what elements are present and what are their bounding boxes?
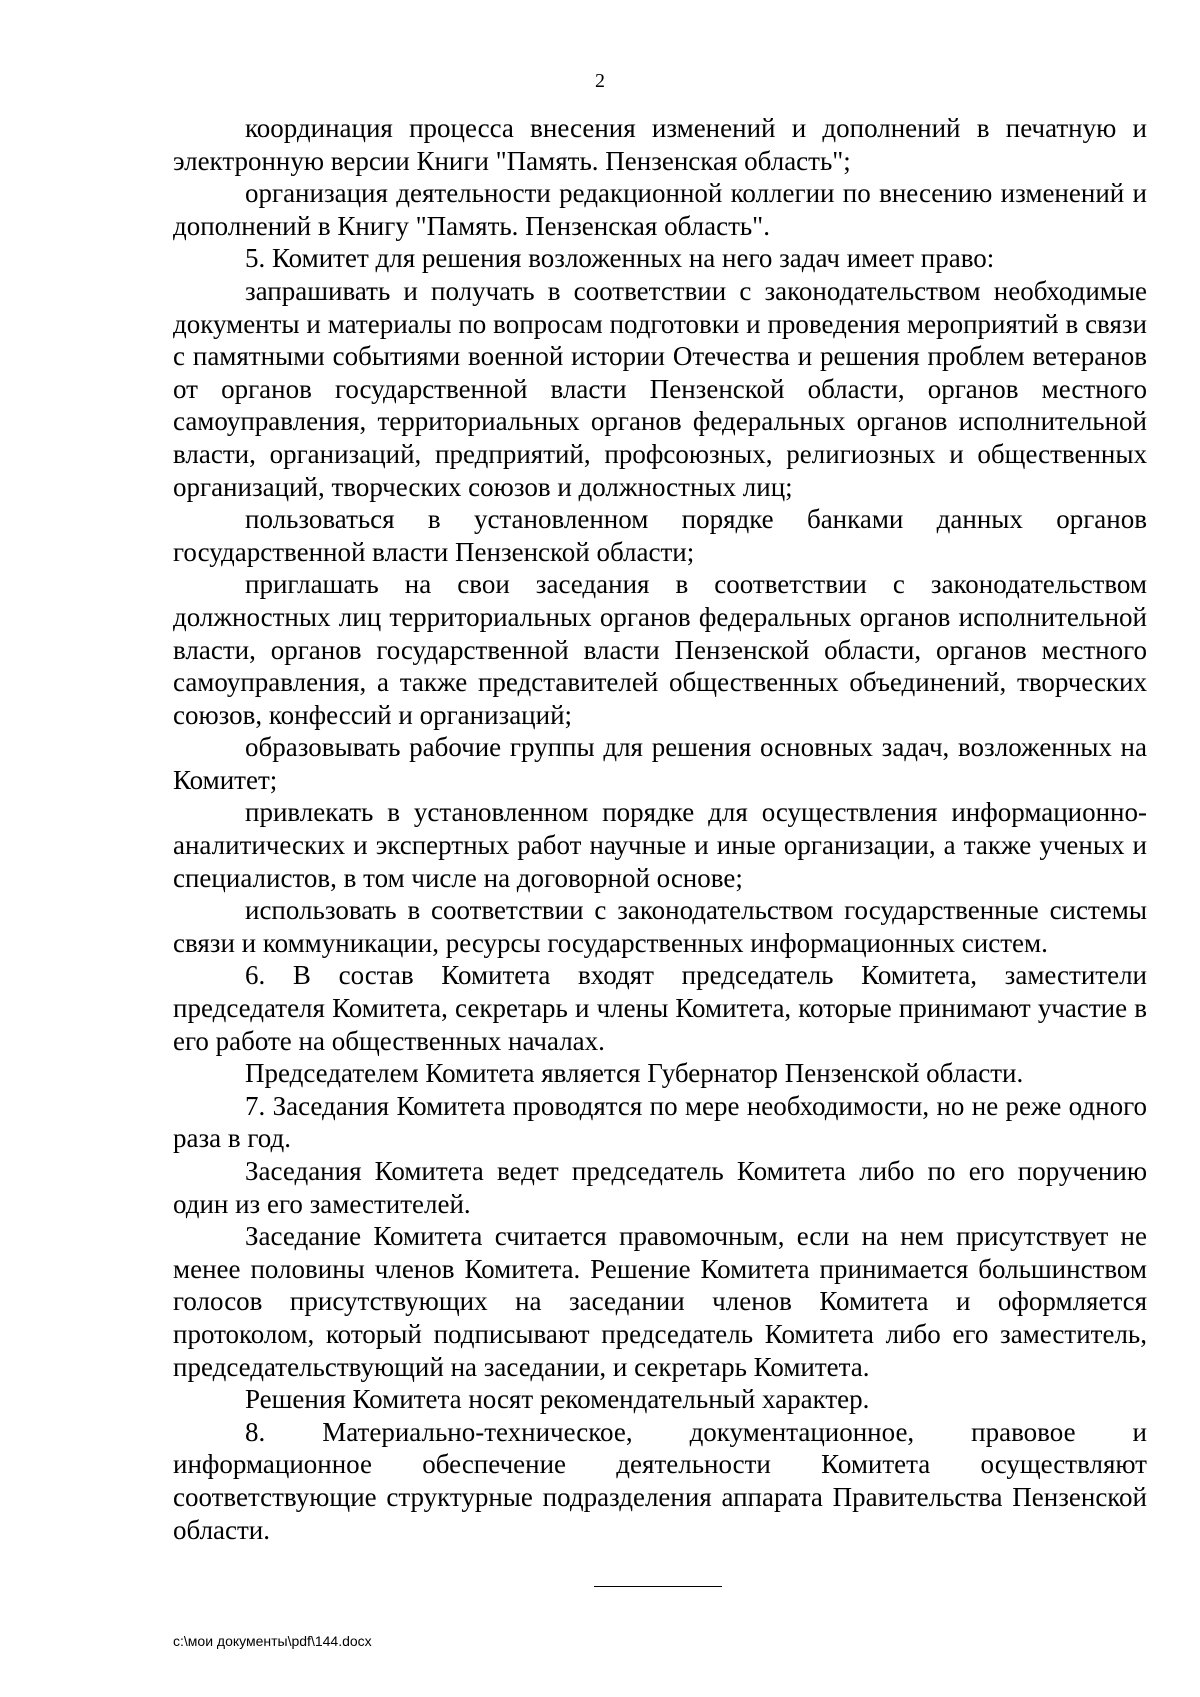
page-number: 2: [595, 70, 605, 92]
paragraph: привлекать в установленном порядке для осуществления информационно-аналитических и экспертных работ научные и иные организации, а также ученых и специалистов, в том числе на договорной основе;: [173, 797, 1147, 893]
end-of-document-line: [594, 1586, 722, 1587]
paragraph: 5. Комитет для решения возложенных на него задач имеет право:: [245, 243, 995, 274]
paragraph: запрашивать и получать в соответствии с законодательством необходимые документы и материалы по вопросам подготовки и проведения мероприятий в связи с памятными событиями военной истории Отечества и решения проблем ветеранов от органов государственной власти Пензенской области, органов местного самоуправления, территориальных органов федеральных органов исполнительной власти, организаций, предприятий, профсоюзных, религиозных и общественных организаций, творческих союзов и должностных лиц;: [173, 275, 1147, 502]
paragraph: 8. Материально-техническое, документационное, правовое и информационное обеспечение деятельности Комитета осуществляют соответствующие структурные подразделения аппарата Правительства Пензенской области.: [173, 1416, 1147, 1545]
paragraph: использовать в соответствии с законодательством государственные системы связи и коммуникации, ресурсы государственных информационных систем.: [173, 895, 1147, 958]
paragraph: Решения Комитета носят рекомендательный характер.: [245, 1384, 870, 1415]
paragraph: Председателем Комитета является Губернатор Пензенской области.: [245, 1058, 1024, 1089]
paragraph: 6. В состав Комитета входят председатель Комитета, заместители председателя Комитета, секретарь и члены Комитета, которые принимают участие в его работе на общественных началах.: [173, 960, 1147, 1056]
paragraph: пользоваться в установленном порядке банками данных органов государственной власти Пензенской области;: [173, 504, 1147, 567]
paragraph: образовывать рабочие группы для решения основных задач, возложенных на Комитет;: [173, 732, 1147, 795]
footer-file-path: c:\мои документы\pdf\144.docx: [173, 1633, 372, 1649]
paragraph: 7. Заседания Комитета проводятся по мере необходимости, но не реже одного раза в год.: [173, 1090, 1147, 1154]
paragraph: координация процесса внесения изменений и дополнений в печатную и электронную версии Книги "Память. Пензенская область";: [173, 113, 1147, 176]
paragraph: Заседание Комитета считается правомочным, если на нем присутствует не менее половины членов Комитета. Решение Комитета принимается большинством голосов присутствующих на заседании членов Комитета и оформляется протоколом, который подписывают председатель Комитета либо его заместитель, председательствующий на заседании, и секретарь Комитета.: [173, 1221, 1147, 1382]
document-body: [173, 112, 1147, 1546]
paragraph: приглашать на свои заседания в соответствии с законодательством должностных лиц территориальных органов федеральных органов исполнительной власти, органов государственной власти Пензенской области, органов местного самоуправления, а также представителей общественных объединений, творческих союзов, конфессий и организаций;: [173, 569, 1147, 730]
paragraph: организация деятельности редакционной коллегии по внесению изменений и дополнений в Книгу "Память. Пензенская область".: [173, 178, 1147, 241]
paragraph: Заседания Комитета ведет председатель Комитета либо по его поручению один из его заместителей.: [173, 1156, 1147, 1219]
